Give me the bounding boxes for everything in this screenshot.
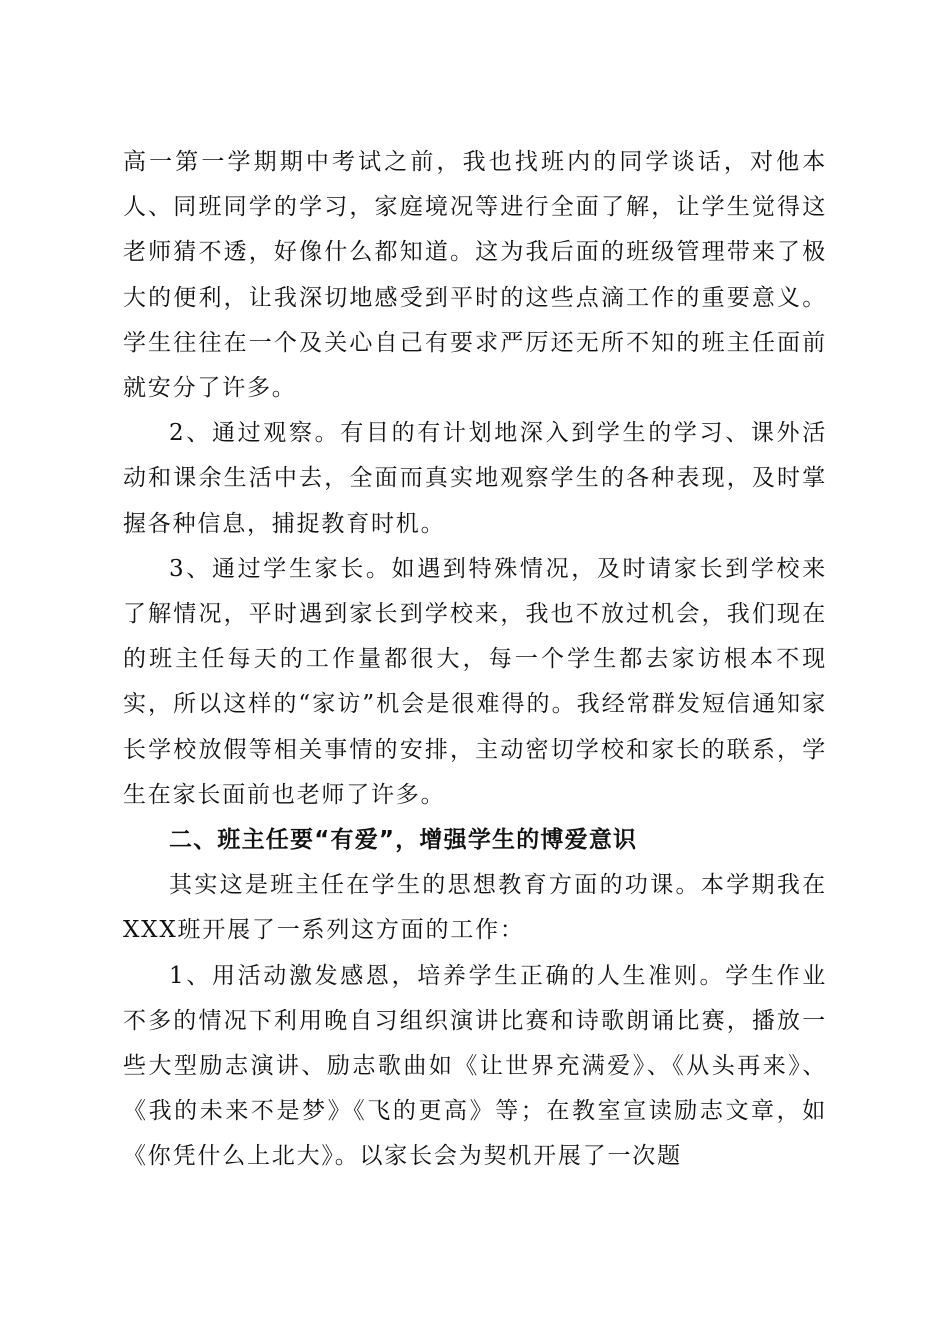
paragraph-continuation: 高一第一学期期中考试之前，我也找班内的同学谈话，对他本人、同班同学的学习，家庭境况等进行全面了解，让学生觉得这老师猜不透，好像什么都知道。这为我后面的班级管理带来了极大的便利，让我深切地感受到平时的这些点滴工作的重要意义。学生往往在一个及关心自己有要求严厉还无所不知的班主任面前就安分了许多。 (123, 149, 827, 402)
section-heading: 二、班主任要“有爱”，增强学生的博爱意识 (169, 827, 638, 854)
paragraph-intro: 其实这是班主任在学生的思想教育方面的功课。本学期我在XXX班开展了一系列这方面的工作： (123, 872, 827, 944)
document-body (123, 140, 827, 1180)
paragraph-parents: 3、通过学生家长。如遇到特殊情况，及时请家长到学校来了解情况，平时遇到家长到学校来，我也不放过机会，我们现在的班主任每天的工作量都很大，每一个学生都去家访根本不现实，所以这样的“家访”机会是很难得的。我经常群发短信通知家长学校放假等相关事情的安排，主动密切学校和家长的联系，学生在家长面前也老师了许多。 (123, 555, 827, 808)
paragraph-activities: 1、用活动激发感恩，培养学生正确的人生准则。学生作业不多的情况下利用晚自习组织演讲比赛和诗歌朗诵比赛，播放一些大型励志演讲、励志歌曲如《让世界充满爱》、《从头再来》、《我的未来不是梦》《飞的更高》等；在教室宣读励志文章，如《你凭什么上北大》。以家长会为契机开展了一次题 (123, 962, 827, 1170)
paragraph-observation: 2、通过观察。有目的有计划地深入到学生的学习、课外活动和课余生活中去，全面而真实地观察学生的各种表现，及时掌握各种信息，捕捉教育时机。 (123, 420, 827, 537)
